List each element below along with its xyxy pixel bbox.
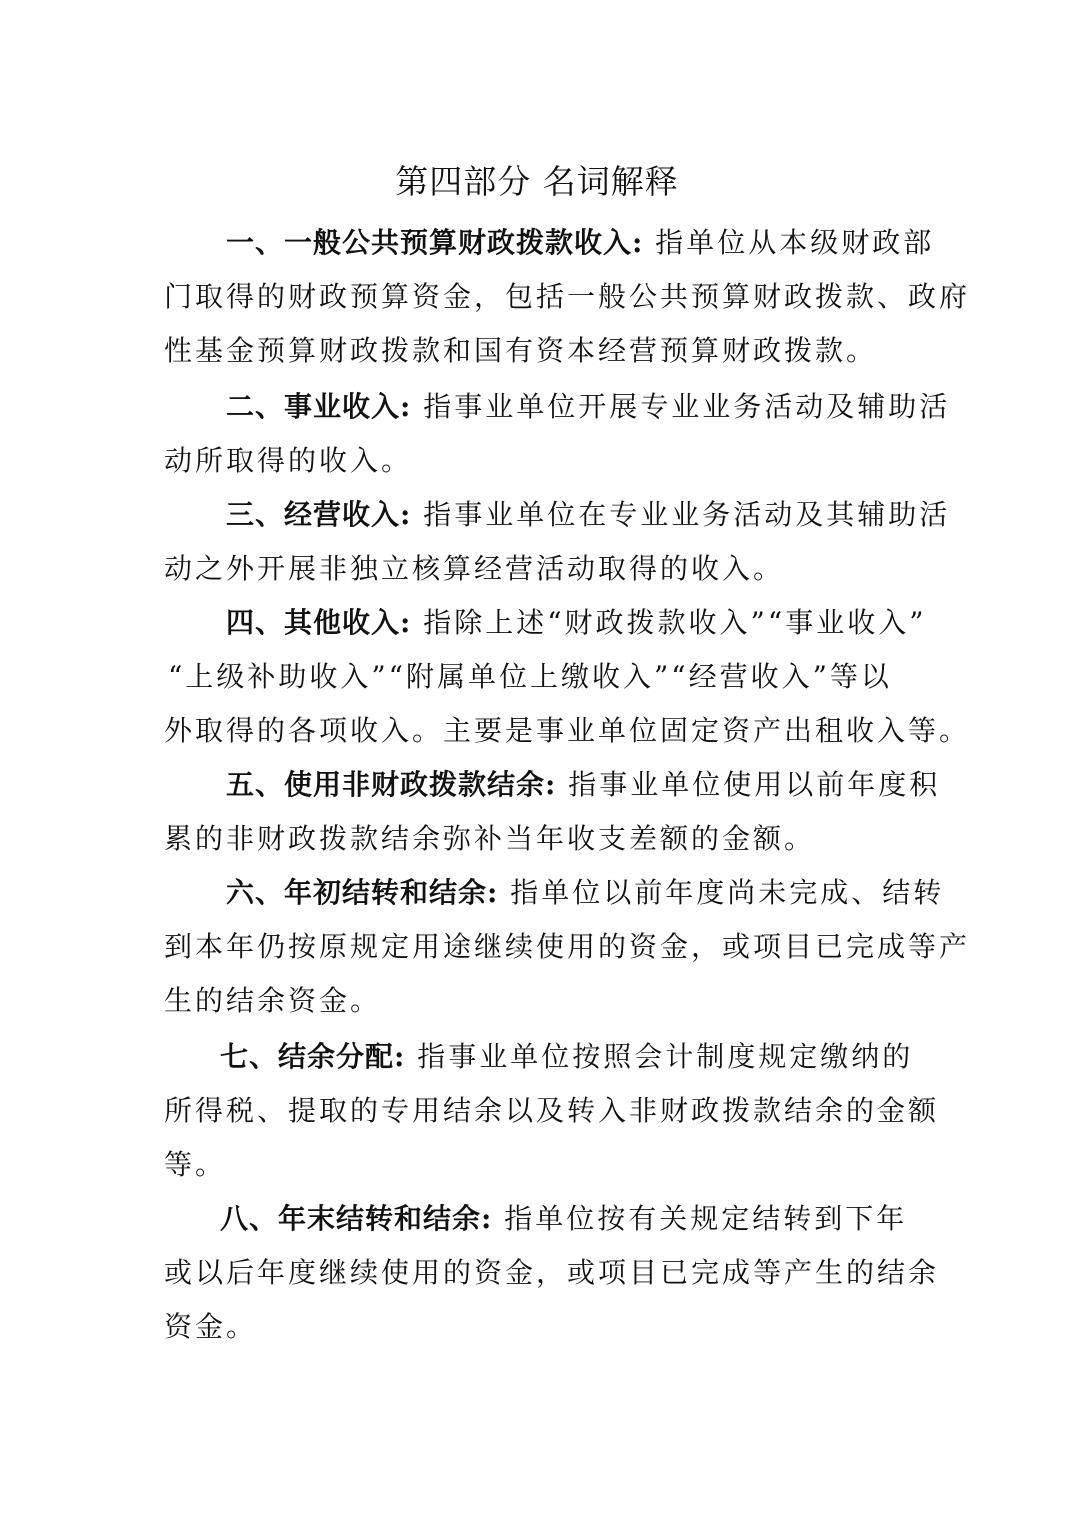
definition-line: 累的非财政拨款结余弥补当年收支差额的金额。 [164, 822, 816, 855]
definition-line: 动所取得的收入。 [164, 444, 413, 477]
definition-term: 一、一般公共预算财政拨款收入: [226, 226, 644, 259]
definition-surplus-distribution [164, 1030, 940, 1192]
definition-line [164, 1192, 924, 1246]
definition-general-budget-appropriation-income [164, 216, 971, 378]
definition-line: “上级补助收入”“附属单位上缴收入”“经营收入”等以 [168, 660, 892, 693]
definition-text: 指单位从本级财政部 [643, 226, 935, 259]
definition-line: 门取得的财政预算资金，包括一般公共预算财政拨款、政府 [164, 280, 971, 313]
definition-line [164, 216, 935, 270]
definition-text: 指事业单位按照会计制度规定缴纳的 [405, 1040, 914, 1073]
definition-term: 三、经营收入: [226, 498, 412, 531]
definition-text: 指事业单位开展专业业务活动及辅助活 [411, 390, 951, 423]
definition-line: 生的结余资金。 [164, 984, 382, 1017]
definition-line: 或以后年度继续使用的资金，或项目已完成等产生的结余 [164, 1256, 940, 1289]
definition-line [164, 866, 945, 920]
definition-term: 四、其他收入: [226, 606, 412, 639]
definition-other-income [164, 596, 971, 758]
definition-term: 二、事业收入: [226, 390, 412, 423]
definition-text: 指事业单位在专业业务活动及其辅助活 [411, 498, 951, 531]
definition-term: 七、结余分配: [220, 1040, 406, 1073]
definition-line: 资金。 [164, 1310, 258, 1343]
definition-beginning-carryover-and-surplus [164, 866, 971, 1028]
definition-operating-income [164, 488, 951, 596]
definition-line: 所得税、提取的专用结余以及转入非财政拨款结余的金额 [164, 1094, 940, 1127]
definition-line: 等。 [164, 1148, 227, 1181]
definition-line [164, 380, 951, 434]
definition-line [164, 758, 941, 812]
definition-term: 八、年末结转和结余: [220, 1202, 493, 1235]
definition-line: 到本年仍按原规定用途继续使用的资金，或项目已完成等产 [164, 930, 971, 963]
definition-line: 外取得的各项收入。主要是事业单位固定资产出租收入等。 [164, 714, 971, 747]
definition-text: 指除上述“财政拨款收入”“事业收入” [411, 606, 927, 639]
definition-line [164, 488, 951, 542]
definition-business-income [164, 380, 951, 488]
definition-line: 动之外开展非独立核算经营活动取得的收入。 [164, 552, 785, 585]
page-title: 第四部分 名词解释 [395, 162, 679, 201]
definition-line [164, 1030, 924, 1084]
definition-year-end-carryover-and-surplus [164, 1192, 940, 1354]
definition-text: 指单位以前年度尚未完成、结转 [498, 876, 945, 909]
definition-text: 指单位按有关规定结转到下年 [492, 1202, 908, 1235]
definition-term: 六、年初结转和结余: [226, 876, 499, 909]
definition-line [164, 596, 927, 650]
definition-use-of-non-appropriation-surplus [164, 758, 941, 866]
definition-text: 指事业单位使用以前年度积 [556, 768, 941, 801]
definition-line: 性基金预算财政拨款和国有资本经营预算财政拨款。 [164, 334, 878, 367]
definition-term: 五、使用非财政拨款结余: [226, 768, 557, 801]
